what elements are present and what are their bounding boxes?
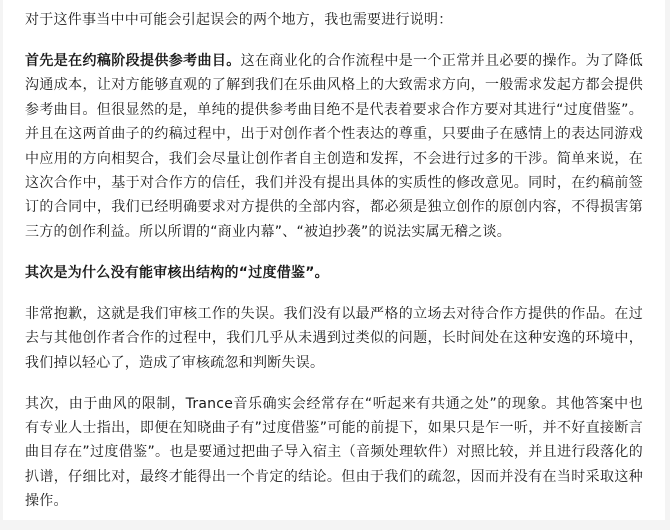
first-point-heading: 首先是在约稿阶段提供参考曲目。 xyxy=(25,53,241,69)
genre-explanation-paragraph: 其次，由于曲风的限制，Trance音乐确实会经常存在“听起来有共通之处”的现象。其他答案中也有专业人士指出，即便在知晓曲子有”过度借鉴”可能的前提下，如果只是乍一听，并不好直接断言曲目存在”过度借鉴”。也是要通过把曲子导入宿主（音频处理软件）对照比较，并且进行段落化的扒谱，仔细比对，最终才能得出一个肯定的结论。但由于我们的疏忽，因而并没有在当时采取这种操作。 xyxy=(25,395,643,510)
article-body xyxy=(25,8,643,530)
first-point-body: 这在商业化的合作流程中是一个正常并且必要的操作。为了降低沟通成本，让对方能够直观的了解到我们在乐曲风格上的大致需求方向，一般需求发起方都会提供参考曲目。但很显然的是，单纯的提供参考曲目绝不是代表着要求合作方要对其进行“过度借鉴”。并且在这两首曲子的约稿过程中，出于对创作者个性表达的尊重，只要曲子在感情上的表达同游戏中应用的方向相契合，我们会尽量让创作者自主创造和发挥，不会进行过多的干涉。简单来说，在这次合作中，基于对合作方的信任，我们并没有提出具体的实质性的修改意见。同时，在约稿前签订的合同中，我们已经明确要求对方提供的全部内容，都必须是独立创作的原创内容，不得损害第三方的创作利益。所以所谓的“商业内幕”、“被迫抄袭”的说法实属无稽之谈。 xyxy=(25,53,643,240)
first-point-paragraph xyxy=(25,49,643,244)
apology-paragraph: 非常抱歉，这就是我们审核工作的失误。我们没有以最严格的立场去对待合作方提供的作品。在过去与其他创作者合作的过程中，我们几乎从未遇到过类似的问题，长时间处在这种安逸的环境中，我们掉以轻心了，造成了审核疏忽和判断失误。 xyxy=(25,305,643,371)
document-page xyxy=(3,0,665,520)
second-point-heading: 其次是为什么没有能审核出结构的“过度借鉴”。 xyxy=(25,264,329,281)
intro-paragraph: 对于这件事当中中可能会引起误会的两个地方，我也需要进行说明： xyxy=(25,12,453,28)
